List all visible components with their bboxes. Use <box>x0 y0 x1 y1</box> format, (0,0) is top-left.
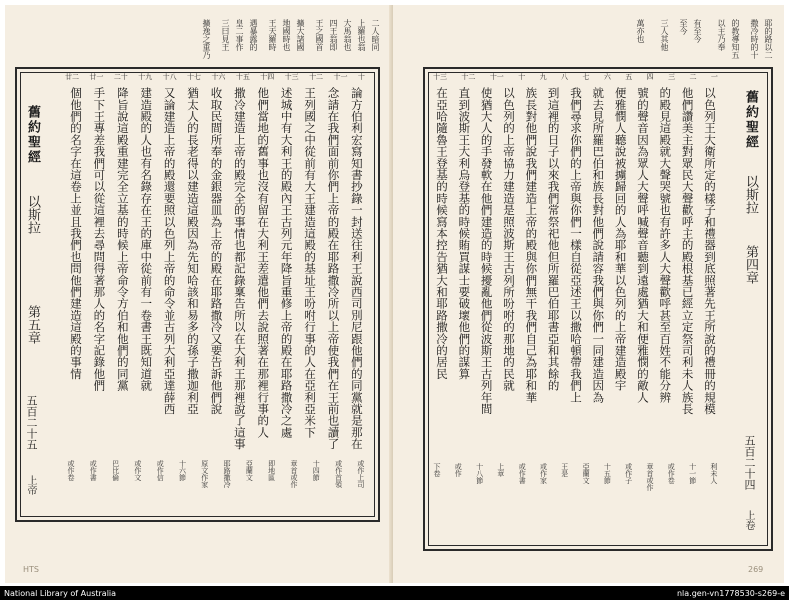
text-column: 以色列的上帝協力建造是照波斯王古列所吩咐的那地的民就 <box>501 87 516 392</box>
header-note: 上羅也翁 <box>357 19 366 51</box>
header-note: 王之國首 <box>315 19 324 51</box>
header-note: 四王翁即 <box>329 19 338 51</box>
header-note: 三人其他 <box>660 19 669 51</box>
right-page <box>393 5 784 583</box>
column-number: 十五 <box>235 73 250 81</box>
text-column: 到這裡的日子以來我們常祭祀他但所羅巴伯耶書亞和其餘的 <box>546 87 561 392</box>
right-main-text <box>433 87 718 457</box>
column-number: 六 <box>603 73 611 81</box>
footnote: 亞蘭文 <box>582 463 591 484</box>
header-note: 擴大諸國 <box>296 19 305 51</box>
footnote: 十五節 <box>603 463 612 484</box>
right-margin-page: 五百二十四 <box>743 435 756 490</box>
left-page <box>5 5 393 583</box>
header-note: 擴逸之重乃 <box>202 19 211 59</box>
footnote: 利未人 <box>709 463 718 484</box>
header-note: 以主乃奉 <box>717 19 726 51</box>
left-main-text <box>67 87 365 457</box>
column-number: 十一 <box>333 73 348 81</box>
footnote: 或作書 <box>518 463 527 484</box>
text-column: 族長對他們說我們建造上帝的殿與你們無干我們自己為耶和華 <box>524 87 539 403</box>
footnote: 或作首領 <box>334 460 343 488</box>
right-margin-title: 舊約聖經 <box>743 90 758 150</box>
footnote: 章首或作 <box>645 463 654 491</box>
right-margin-chapter: 第四章 <box>743 245 758 284</box>
header-note: 二人暗同 <box>371 19 380 51</box>
text-column: 的殿見這殿就大聲哭號也有許多人大聲歡呼甚至百姓不能分辨 <box>658 87 673 403</box>
footnote: 十八節 <box>475 463 484 484</box>
column-number: 十二 <box>461 73 476 81</box>
header-note: 皇二事作 <box>235 19 244 51</box>
left-margin-chapter: 第五章 <box>25 305 40 344</box>
header-note: 耶的路以二 <box>764 19 773 59</box>
footnote: 十六節 <box>178 460 187 481</box>
column-number: 十七 <box>187 73 202 81</box>
footnote: 或作書 <box>89 460 98 481</box>
text-column: 就去見所羅巴伯和族長對他們說請容我們與你們一同建造因為 <box>591 87 606 403</box>
header-note: 王天羅時 <box>268 19 277 51</box>
text-column: 又論建造上帝的殿還要照以色列上帝的命令並古列大利亞達薛西 <box>162 87 177 415</box>
footnote: 或作 <box>454 463 463 477</box>
footnote: 亞蘭文 <box>245 460 254 481</box>
book-spread <box>5 5 784 583</box>
footnote: 即地區 <box>267 460 276 481</box>
left-column-numbers <box>65 73 365 83</box>
footnote: 巴比倫 <box>111 460 120 481</box>
text-column: 號的聲音因為眾人大聲呼喊聲音聽到遠處猶大和便雅憫的敵人 <box>635 87 650 403</box>
left-margin-title: 舊約聖經 <box>25 105 40 165</box>
footnote: 或作上司 <box>356 460 365 488</box>
header-note: 至今 <box>679 19 688 35</box>
right-header-notes <box>533 19 773 59</box>
header-note: 萬亦也 <box>636 19 645 43</box>
footnote: 十一節 <box>688 463 697 484</box>
text-column: 猶太人的長老得以建造這殿因為先知哈該和易多的孫子撒迦利亞 <box>186 87 201 415</box>
column-number: 十六 <box>211 73 226 81</box>
column-number: 十九 <box>138 73 153 81</box>
header-note: 遇暴露的 <box>249 19 258 51</box>
footnote: 章首或作 <box>289 460 298 488</box>
header-note: 的教導知五 <box>731 19 740 59</box>
column-number: 廿一 <box>89 73 104 81</box>
header-note: 地國時也 <box>282 19 291 51</box>
footnote: 或作卷 <box>67 460 75 481</box>
column-number: 廿二 <box>65 73 79 81</box>
right-footnotes <box>433 463 718 545</box>
column-number: 十 <box>357 73 365 81</box>
column-number: 十 <box>518 73 526 81</box>
left-header-notes <box>155 19 380 59</box>
text-column: 在亞哈隨魯王登基的時候寫本控告猶大和耶路撒冷的居民 <box>435 87 449 380</box>
left-margin-book: 以斯拉 <box>25 195 40 234</box>
column-number: 五 <box>625 73 633 81</box>
column-number: 八 <box>561 73 569 81</box>
column-number: 九 <box>539 73 547 81</box>
text-column: 手下王專差我們可以從這裡去尋問得著那人的名字記錄他們 <box>92 87 107 392</box>
text-column: 他們讚美主對眾民大聲歡呼主的殿根基已經立定祭司利未人族長 <box>680 87 695 415</box>
footnote: 或作卷 <box>667 463 676 484</box>
column-number: 二 <box>689 73 697 81</box>
column-number: 四 <box>646 73 654 81</box>
text-column: 直到波斯王大利烏登基的時候賄買謀士要破壞他們的謀算 <box>457 87 472 380</box>
right-column-numbers <box>433 73 718 83</box>
footnote: 或作文 <box>133 460 142 481</box>
footer-library-name: National Library of Australia <box>4 588 117 598</box>
library-footer-bar <box>0 586 789 600</box>
text-column: 他們當地的舊事也沒有留在大利王差遣他們去說照著在那裡行事的人 <box>256 87 271 438</box>
footnote: 上章 <box>496 463 505 477</box>
header-note: 撒冷時的十 <box>750 19 759 59</box>
text-column: 以色列王大衛所定的樣子和禮器到底照著先王所說的禮冊的規模 <box>702 87 717 415</box>
text-column: 王列國之中從前有大王建造這殿的基址王吩咐行事的人在亞利亞米下 <box>303 87 318 438</box>
footnote: 或作子 <box>624 463 633 484</box>
right-margin-bottom: 上卷 <box>743 510 754 530</box>
footer-record-id: nla.gen-vn1778530-s269-e <box>676 588 785 598</box>
column-number: 十八 <box>162 73 177 81</box>
column-number: 二十 <box>113 73 128 81</box>
right-margin-book: 以斯拉 <box>743 175 758 214</box>
text-column: 述城中有大利王的殿內王古列元年降旨重修上帝的殿在耶路撒冷之處 <box>279 87 294 438</box>
column-number: 一 <box>710 73 718 81</box>
footnote: 十四節 <box>312 460 321 481</box>
header-note: 三曰見王 <box>221 19 230 51</box>
text-column: 撒冷建造上帝的殿完全的事情也都記錄稟告所以在大利王那裡說了這事 <box>232 87 247 450</box>
left-pencil-mark: HTS <box>23 565 39 574</box>
left-margin-bottom: 上帝 <box>25 475 36 495</box>
footnote: 下卷 <box>433 463 441 477</box>
column-number: 十一 <box>489 73 504 81</box>
column-number: 十三 <box>433 73 447 81</box>
header-note: 大馬翁也 <box>343 19 352 51</box>
left-margin-page: 五百二十五 <box>25 395 38 450</box>
footnote: 或作信 <box>156 460 165 481</box>
text-column: 我們尋求你們的上帝與你們一樣自從亞述王以撒哈頓帶我們上 <box>568 87 583 403</box>
text-column: 個他們的名字在這卷上並且我們也問他們建造這殿的事情 <box>69 87 83 380</box>
footnote: 或作家 <box>539 463 548 484</box>
right-pencil-mark: 269 <box>748 565 764 574</box>
column-number: 三 <box>668 73 676 81</box>
column-number: 十二 <box>309 73 324 81</box>
column-number: 十四 <box>260 73 275 81</box>
text-column: 降旨說這殿重建完全立基的時候上帝命令方伯和他們的同黨 <box>115 87 130 392</box>
text-column: 收取民間所奉的金銀器皿為上帝的殿在耶路撒冷又要告訴他們說 <box>209 87 224 415</box>
left-footnotes <box>67 460 365 518</box>
text-column: 論方伯利宏寫知書抄錄一封送往利王說西司別尼跟他們的同黨就是那在 <box>349 87 364 450</box>
text-column: 使猶大人的手發軟在他們建造的時候擾亂他們從波斯王古列年間 <box>479 87 494 415</box>
text-column: 便雅憫人聽說被擄歸回的人為耶和華以色列的上帝建造殿宇 <box>613 87 628 392</box>
text-column: 建造殿的人也有名錄存在王的庫中從前有一卷書王既知道就 <box>139 87 154 392</box>
footnote: 耶路撒冷 <box>223 460 232 488</box>
footnote: 原文作家 <box>200 460 209 488</box>
text-column: 念請在我們面前你們上帝的殿在耶路撒冷所以上帝使我們在王前也讀了 <box>326 87 341 450</box>
footnote: 王是 <box>560 463 569 477</box>
column-number: 七 <box>582 73 590 81</box>
column-number: 十三 <box>284 73 299 81</box>
header-note: 有至今 <box>693 19 702 43</box>
